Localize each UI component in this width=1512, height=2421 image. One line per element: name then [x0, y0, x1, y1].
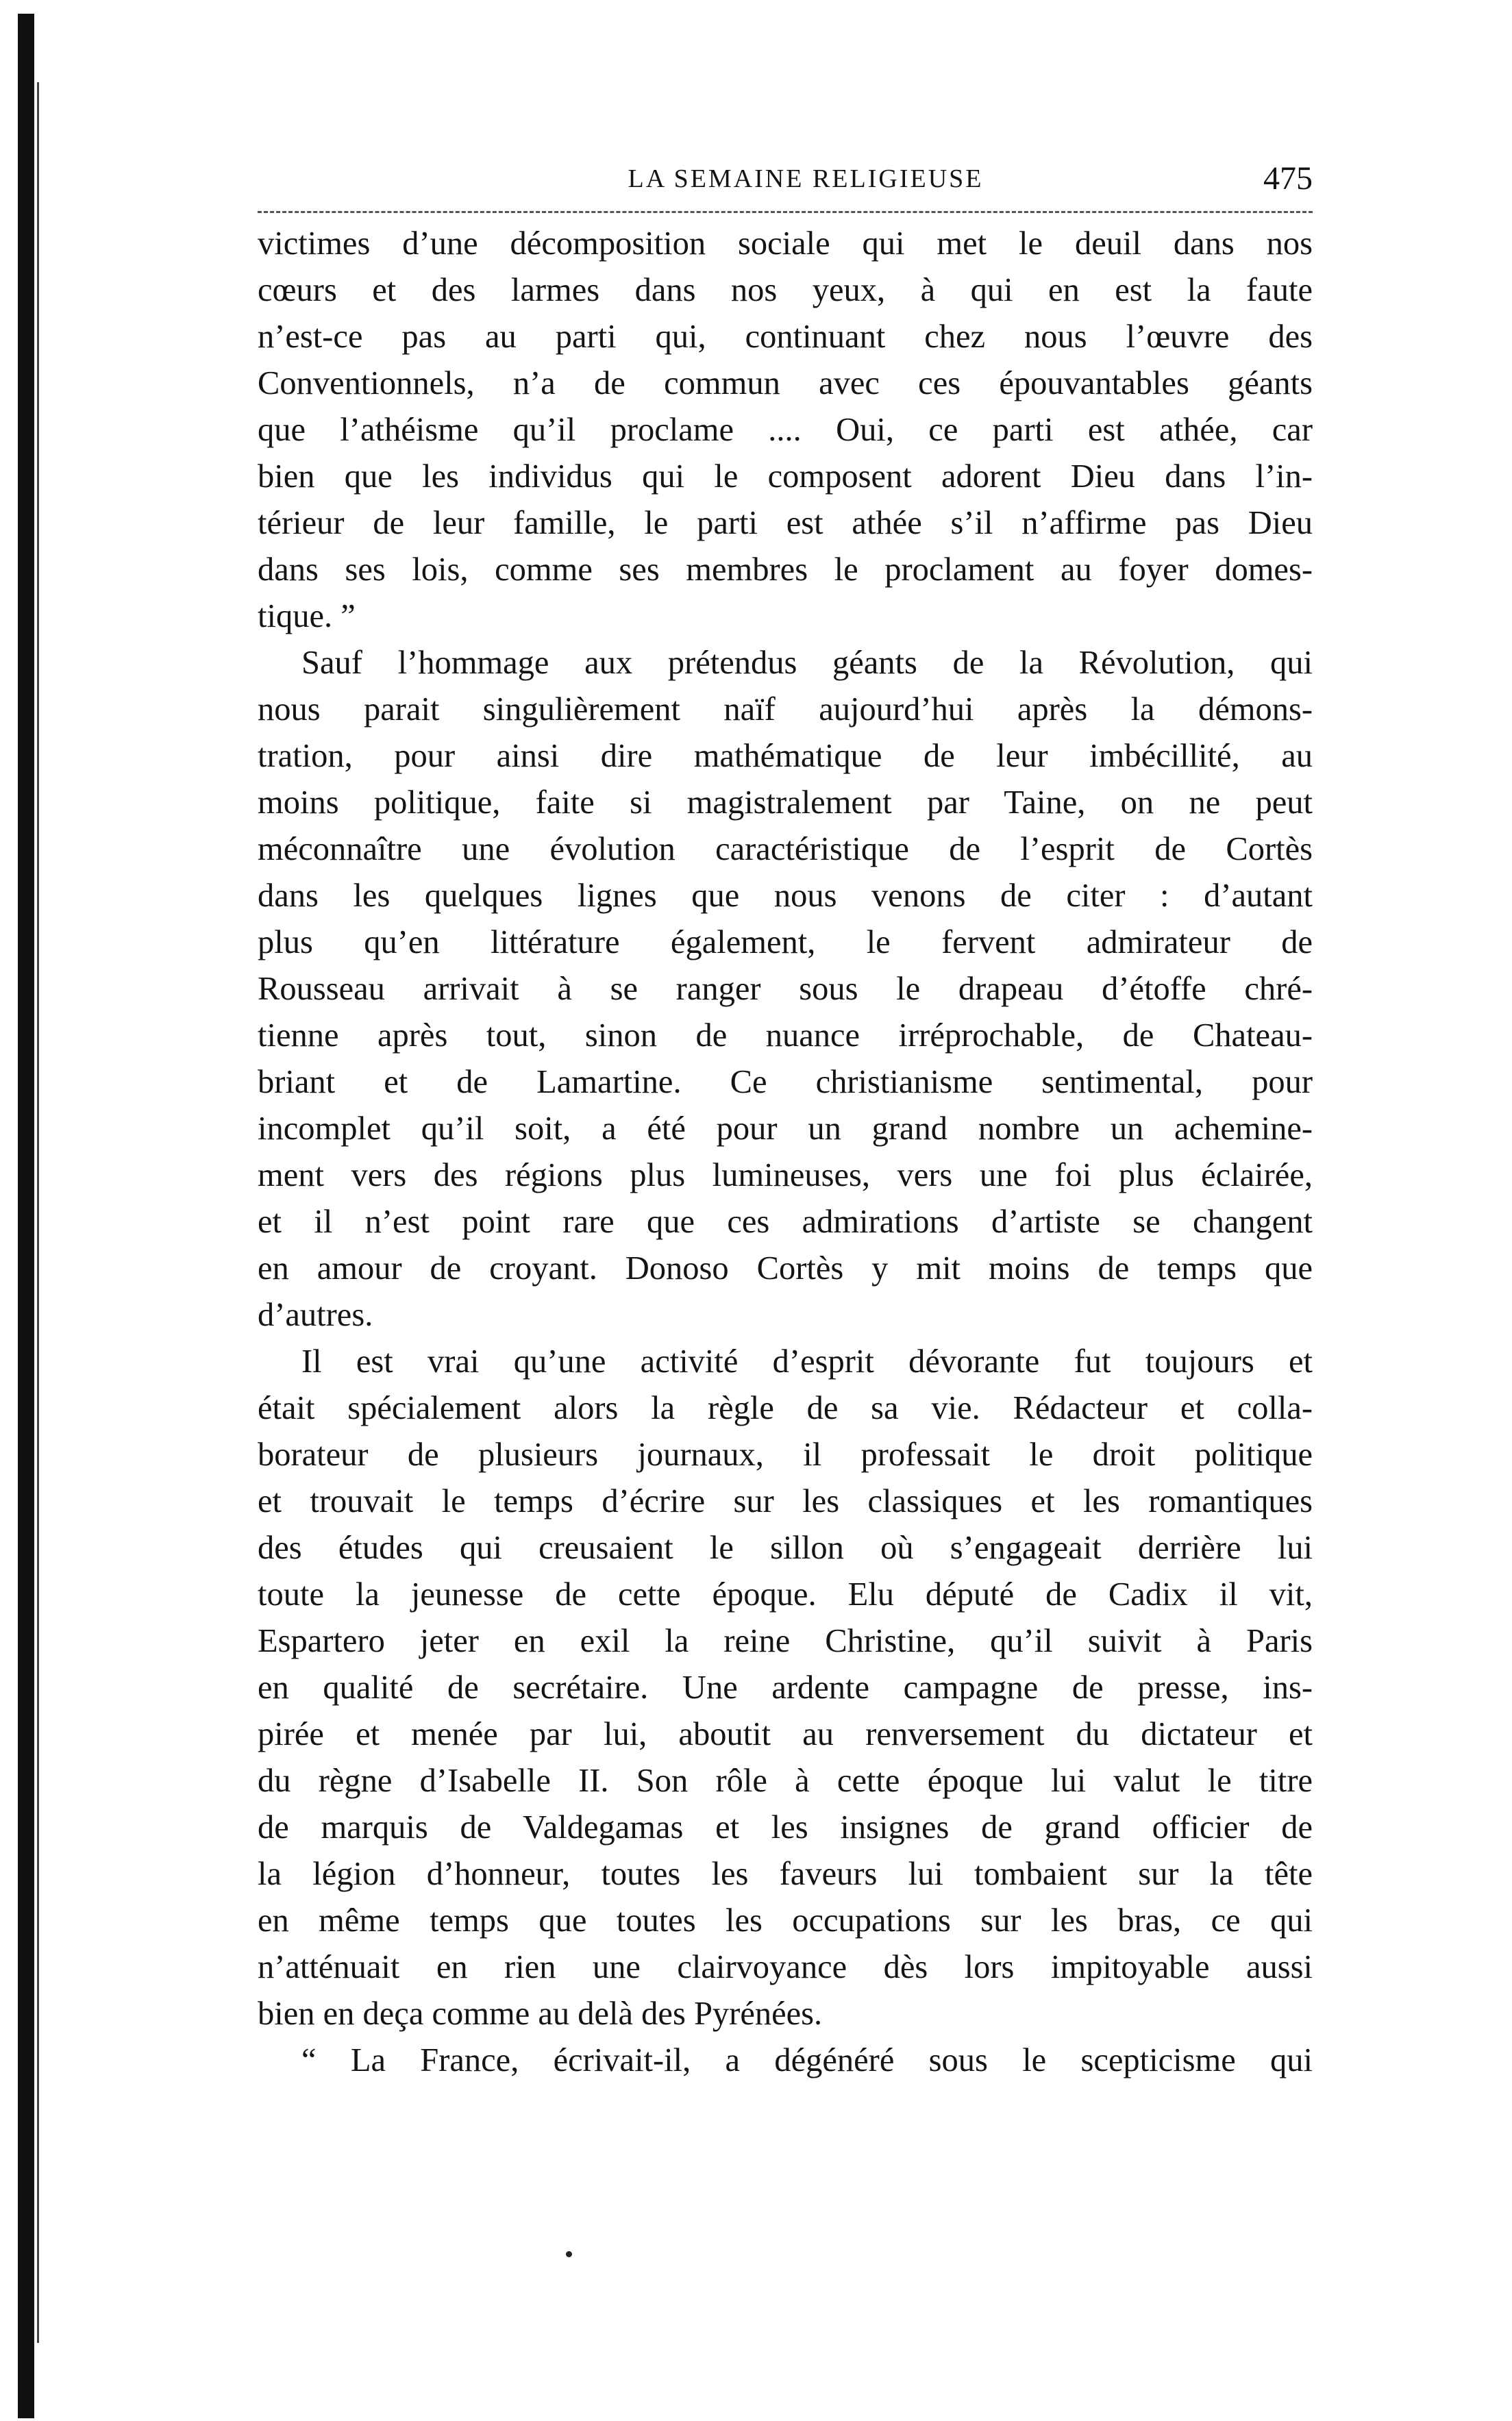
running-head: [258, 155, 1313, 203]
text-line: dans ses lois, comme ses membres le proclament au foyer domes-: [258, 551, 1313, 588]
text-line: bien que les individus qui le composent adorent Dieu dans l’in-: [258, 458, 1313, 495]
text-line: briant et de Lamartine. Ce christianisme sentimental, pour: [258, 1064, 1313, 1100]
text-line: moins politique, faite si magistralement par Taine, on ne peut: [258, 784, 1313, 821]
text-line: tienne après tout, sinon de nuance irréprochable, de Chateau-: [258, 1017, 1313, 1054]
text-line: ment vers des régions plus lumineuses, vers une foi plus éclairée,: [258, 1157, 1313, 1193]
text-line: du règne d’Isabelle II. Son rôle à cette époque lui valut le titre: [258, 1763, 1313, 1799]
header-rule: [258, 211, 1313, 213]
page-number: 475: [1263, 160, 1313, 197]
text-line: la légion d’honneur, toutes les faveurs lui tombaient sur la tête: [258, 1856, 1313, 1892]
text-line: méconnaître une évolution caractéristique de l’esprit de Cortès: [258, 831, 1313, 867]
text-line: Conventionnels, n’a de commun avec ces épouvantables géants: [258, 365, 1313, 401]
text-line: bien en deça comme au delà des Pyrénées.: [258, 1996, 823, 2032]
text-line: en amour de croyant. Donoso Cortès y mit moins de temps que: [258, 1250, 1313, 1287]
text-line: des études qui creusaient le sillon où s’engageait derrière lui: [258, 1530, 1313, 1566]
text-line: dans les quelques lignes que nous venons de citer : d’autant: [258, 878, 1313, 914]
text-line: plus qu’en littérature également, le fervent admirateur de: [258, 924, 1313, 960]
text-line: Rousseau arrivait à se ranger sous le drapeau d’étoffe chré-: [258, 971, 1313, 1007]
paragraph: [258, 1339, 1313, 2037]
paragraph: [258, 221, 1313, 640]
binding-edge-line: [37, 82, 39, 2343]
text-line: et il n’est point rare que ces admirations d’artiste se changent: [258, 1204, 1313, 1240]
text-line: et trouvait le temps d’écrire sur les classiques et les romantiques: [258, 1483, 1313, 1519]
text-line: n’est-ce pas au parti qui, continuant chez nous l’œuvre des: [258, 319, 1313, 355]
text-line: en même temps que toutes les occupations sur les bras, ce qui: [258, 1902, 1313, 1939]
text-line: victimes d’une décomposition sociale qui met le deuil dans nos: [258, 225, 1313, 262]
text-line: térieur de leur famille, le parti est athée s’il n’affirme pas Dieu: [258, 505, 1313, 541]
text-line: d’autres.: [258, 1297, 373, 1333]
binding-edge-shadow: [18, 14, 34, 2418]
text-line: tique. ”: [258, 598, 356, 634]
text-line: incomplet qu’il soit, a été pour un grand nombre un achemine-: [258, 1110, 1313, 1147]
paragraph: [258, 640, 1313, 1339]
text-line: tration, pour ainsi dire mathématique de leur imbécillité, au: [258, 738, 1313, 774]
text-line: toute la jeunesse de cette époque. Elu député de Cadix il vit,: [258, 1576, 1313, 1613]
text-line: en qualité de secrétaire. Une ardente campagne de presse, ins-: [258, 1669, 1313, 1706]
text-line: que l’athéisme qu’il proclame .... Oui, ce parti est athée, car: [258, 412, 1313, 448]
text-line: borateur de plusieurs journaux, il professait le droit politique: [258, 1437, 1313, 1473]
text-line: Il est vrai qu’une activité d’esprit dévorante fut toujours et: [301, 1343, 1313, 1380]
body-text: [258, 221, 1313, 2084]
text-line: nous parait singulièrement naïf aujourd’hui après la démons-: [258, 691, 1313, 728]
text-line: cœurs et des larmes dans nos yeux, à qui en est la faute: [258, 272, 1313, 308]
text-line: “ La France, écrivait-il, a dégénéré sous le scepticisme qui: [301, 2042, 1313, 2078]
text-line: Sauf l’hommage aux prétendus géants de la Révolution, qui: [301, 645, 1313, 681]
text-line: n’atténuait en rien une clairvoyance dès lors impitoyable aussi: [258, 1949, 1313, 1985]
text-line: pirée et menée par lui, aboutit au renversement du dictateur et: [258, 1716, 1313, 1752]
text-line: Espartero jeter en exil la reine Christine, qu’il suivit à Paris: [258, 1623, 1313, 1659]
paragraph: [258, 2037, 1313, 2084]
text-line: de marquis de Valdegamas et les insignes de grand officier de: [258, 1809, 1313, 1846]
running-title: LA SEMAINE RELIGIEUSE: [628, 164, 984, 193]
ink-speck: [566, 2251, 572, 2257]
text-line: était spécialement alors la règle de sa vie. Rédacteur et colla-: [258, 1390, 1313, 1426]
